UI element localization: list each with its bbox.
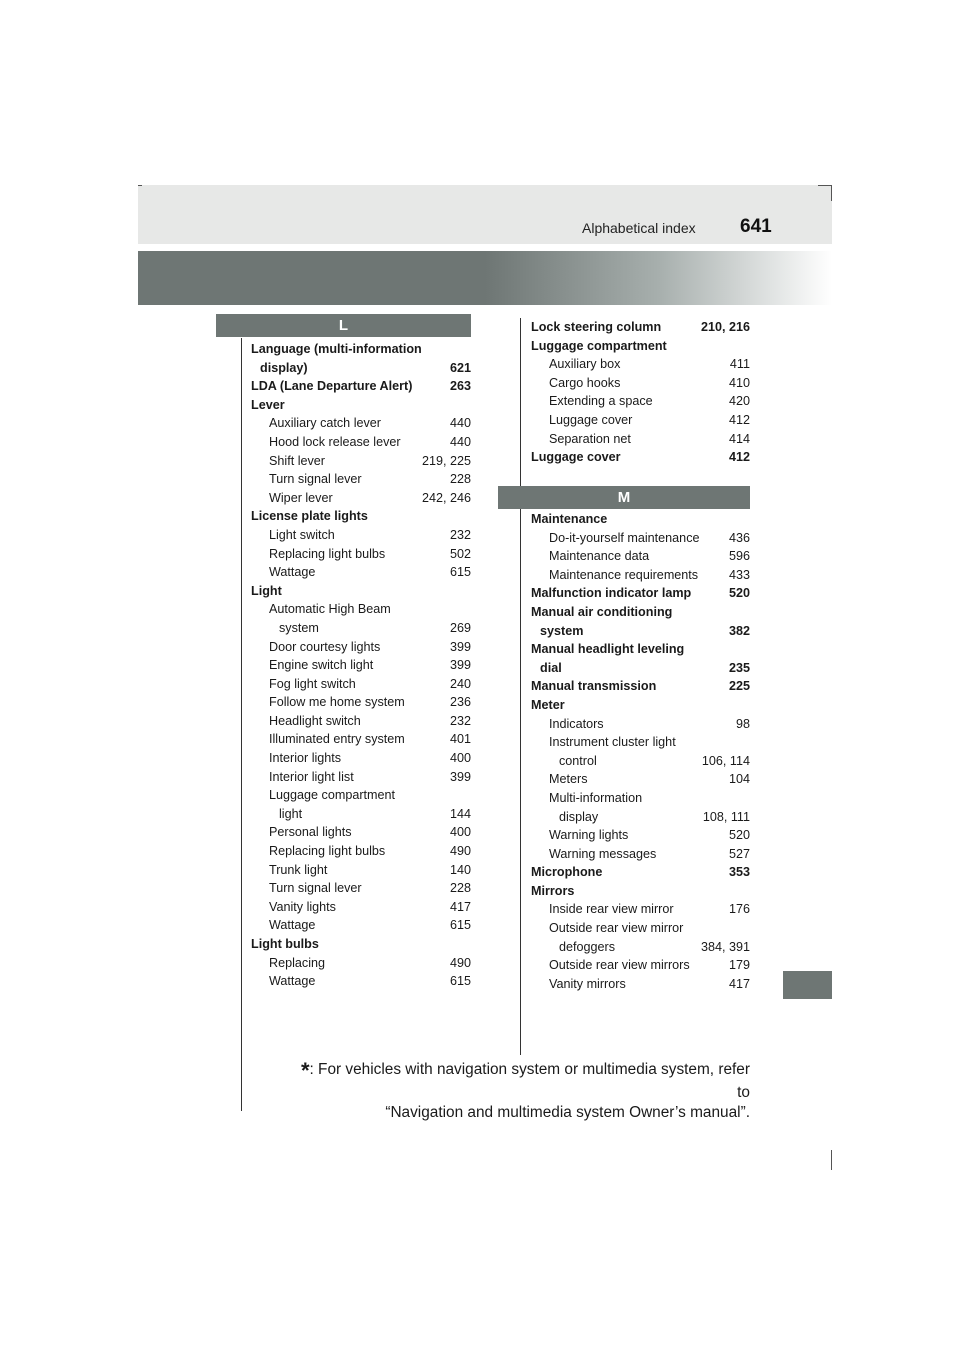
index-entry-page: 436 <box>728 529 750 548</box>
index-entry <box>251 545 471 564</box>
index-entry-page: 440 <box>449 414 471 433</box>
index-entry-label: Door courtesy lights <box>269 638 381 657</box>
index-entry <box>531 715 750 734</box>
index-entry-page: 411 <box>729 355 750 374</box>
index-entry-label: control <box>559 752 598 771</box>
index-entry-page: 225 <box>728 677 750 696</box>
footnote-line-1: : For vehicles with navigation system or multimedia system, refer to <box>309 1061 750 1101</box>
index-entry-page: 621 <box>449 359 471 378</box>
index-entry <box>251 452 471 471</box>
index-entry <box>531 938 750 957</box>
index-entry-page: 596 <box>728 547 750 566</box>
index-column-left <box>251 340 471 991</box>
section-header-m: M <box>498 486 750 509</box>
section-header-l: L <box>216 314 471 337</box>
index-entry-page: 240 <box>449 675 471 694</box>
index-entry-label: Maintenance <box>531 510 608 529</box>
index-entry-label: Turn signal lever <box>269 879 363 898</box>
index-entry-page: 490 <box>449 842 471 861</box>
index-entry-label: Warning messages <box>549 845 657 864</box>
index-entry-label: Replacing <box>269 954 326 973</box>
index-entry <box>531 975 750 994</box>
index-entry-label: Cargo hooks <box>549 374 621 393</box>
index-entry <box>251 861 471 880</box>
index-entry-label: Trunk light <box>269 861 328 880</box>
index-entry-label: Headlight switch <box>269 712 362 731</box>
index-entry-label: Auxiliary catch lever <box>269 414 382 433</box>
column-rule-middle <box>520 318 521 1055</box>
index-entry-label: Vanity mirrors <box>549 975 627 994</box>
index-entry <box>531 882 750 901</box>
index-entry-page: 228 <box>449 470 471 489</box>
index-entry-page: 400 <box>449 823 471 842</box>
index-entry-page: 417 <box>449 898 471 917</box>
index-entry-page: 502 <box>449 545 471 564</box>
index-entry <box>251 600 471 619</box>
index-entry <box>251 507 471 526</box>
index-entry-label: Warning lights <box>549 826 629 845</box>
index-entry-page: 412 <box>728 411 750 430</box>
index-entry-page: 106, 114 <box>701 752 750 771</box>
index-entry-label: Meters <box>549 770 589 789</box>
index-entry <box>531 510 750 529</box>
index-entry-page: 176 <box>728 900 750 919</box>
index-entry <box>251 433 471 452</box>
footnote-star: * <box>300 1058 310 1083</box>
footnote-line-2: “Navigation and multimedia system Owner’s manual”. <box>385 1104 750 1121</box>
index-entry <box>251 414 471 433</box>
index-entry-label: Replacing light bulbs <box>269 545 386 564</box>
index-entry <box>531 677 750 696</box>
index-entry-page: 382 <box>728 622 750 641</box>
index-entry <box>531 659 750 678</box>
index-entry-label: Hood lock release lever <box>269 433 402 452</box>
index-entry <box>531 900 750 919</box>
index-entry <box>531 337 750 356</box>
index-entry <box>251 879 471 898</box>
index-entry-label: Manual headlight leveling <box>531 640 685 659</box>
index-entry-label: Illuminated entry system <box>269 730 406 749</box>
index-entry-page: 263 <box>449 377 471 396</box>
index-entry <box>531 640 750 659</box>
index-entry-label: Instrument cluster light <box>549 733 677 752</box>
index-entry-label: Lock steering column <box>531 318 662 337</box>
index-entry-page: 269 <box>449 619 471 638</box>
index-entry <box>531 770 750 789</box>
index-entry <box>531 430 750 449</box>
index-entry-page: 353 <box>728 863 750 882</box>
index-entry-label: Luggage compartment <box>269 786 396 805</box>
index-entry <box>251 805 471 824</box>
index-entry <box>531 584 750 603</box>
index-entry-label: Luggage cover <box>549 411 633 430</box>
index-entry <box>251 935 471 954</box>
index-entry-label: display) <box>260 359 309 378</box>
index-entry <box>251 359 471 378</box>
index-entry <box>531 919 750 938</box>
index-entry-label: Maintenance data <box>549 547 650 566</box>
index-entry-page: 414 <box>728 430 750 449</box>
index-entry-page: 108, 111 <box>702 808 750 827</box>
index-entry <box>251 712 471 731</box>
index-entry-label: Wiper lever <box>269 489 334 508</box>
crop-mark <box>138 185 142 186</box>
index-entry <box>251 768 471 787</box>
index-entry-label: Microphone <box>531 863 603 882</box>
index-entry-label: Separation net <box>549 430 632 449</box>
index-entry <box>251 340 471 359</box>
index-entry-label: Turn signal lever <box>269 470 363 489</box>
index-entry <box>531 752 750 771</box>
index-entry <box>251 842 471 861</box>
index-entry-label: Manual transmission <box>531 677 657 696</box>
index-entry <box>531 355 750 374</box>
page-title: Alphabetical index <box>582 220 696 236</box>
index-entry-label: License plate lights <box>251 507 369 526</box>
index-entry <box>531 318 750 337</box>
index-entry-label: Mirrors <box>531 882 575 901</box>
index-entry-label: defoggers <box>559 938 616 957</box>
index-entry <box>531 956 750 975</box>
index-entry-label: light <box>279 805 303 824</box>
index-entry-label: Multi-information <box>549 789 643 808</box>
index-entry <box>251 489 471 508</box>
index-entry-label: LDA (Lane Departure Alert) <box>251 377 413 396</box>
index-entry-label: Light bulbs <box>251 935 320 954</box>
index-entry <box>531 448 750 467</box>
index-entry-label: system <box>540 622 584 641</box>
index-entry-page: 433 <box>728 566 750 585</box>
index-entry-page: 235 <box>728 659 750 678</box>
index-entry <box>531 808 750 827</box>
index-entry <box>251 563 471 582</box>
index-entry-label: Language (multi-information <box>251 340 423 359</box>
index-entry-label: Vanity lights <box>269 898 337 917</box>
index-entry-label: Light switch <box>269 526 336 545</box>
index-entry <box>251 730 471 749</box>
index-column-right-bottom <box>531 510 750 993</box>
index-entry-label: Engine switch light <box>269 656 374 675</box>
index-entry <box>251 396 471 415</box>
index-entry-page: 399 <box>449 768 471 787</box>
index-entry-page: 410 <box>728 374 750 393</box>
index-entry <box>251 377 471 396</box>
index-entry-page: 179 <box>728 956 750 975</box>
index-entry-page: 236 <box>449 693 471 712</box>
footnote <box>286 1058 750 1122</box>
index-entry-label: Interior light list <box>269 768 355 787</box>
index-entry <box>531 845 750 864</box>
index-entry <box>251 619 471 638</box>
index-entry-label: Wattage <box>269 916 316 935</box>
index-entry-page: 399 <box>449 638 471 657</box>
index-entry <box>251 675 471 694</box>
index-entry-label: Maintenance requirements <box>549 566 699 585</box>
index-entry-page: 615 <box>449 563 471 582</box>
index-entry-label: Auxiliary box <box>549 355 621 374</box>
index-entry-label: Extending a space <box>549 392 654 411</box>
column-rule-left <box>241 338 242 1111</box>
index-entry <box>531 529 750 548</box>
index-entry-page: 228 <box>449 879 471 898</box>
index-entry-label: system <box>279 619 320 638</box>
index-entry-page: 210, 216 <box>700 318 750 337</box>
index-entry <box>531 826 750 845</box>
index-entry <box>251 823 471 842</box>
index-entry <box>251 954 471 973</box>
index-entry <box>531 374 750 393</box>
index-entry <box>531 547 750 566</box>
index-entry-label: Wattage <box>269 563 316 582</box>
index-entry <box>531 789 750 808</box>
index-entry-page: 232 <box>449 526 471 545</box>
index-entry-label: Light <box>251 582 283 601</box>
index-entry <box>251 470 471 489</box>
index-entry-label: Inside rear view mirror <box>549 900 675 919</box>
index-entry-label: Personal lights <box>269 823 353 842</box>
index-entry <box>531 411 750 430</box>
index-entry <box>251 749 471 768</box>
index-entry-page: 412 <box>728 448 750 467</box>
index-entry-page: 144 <box>449 805 471 824</box>
header-band <box>138 185 832 244</box>
index-entry-page: 140 <box>449 861 471 880</box>
index-entry-label: Follow me home system <box>269 693 406 712</box>
index-entry-page: 242, 246 <box>421 489 471 508</box>
index-entry-page: 520 <box>728 826 750 845</box>
index-entry-label: Luggage cover <box>531 448 622 467</box>
index-entry-label: Malfunction indicator lamp <box>531 584 692 603</box>
index-entry-label: Lever <box>251 396 286 415</box>
index-entry-label: Shift lever <box>269 452 326 471</box>
index-entry-page: 490 <box>449 954 471 973</box>
index-entry-page: 615 <box>449 972 471 991</box>
index-entry-page: 232 <box>449 712 471 731</box>
index-entry <box>251 916 471 935</box>
index-entry <box>251 526 471 545</box>
index-entry <box>251 656 471 675</box>
index-entry-label: display <box>559 808 599 827</box>
index-entry-label: Fog light switch <box>269 675 357 694</box>
page-number: 641 <box>740 216 772 237</box>
index-entry <box>531 696 750 715</box>
index-entry-label: Automatic High Beam <box>269 600 392 619</box>
index-entry-label: Outside rear view mirrors <box>549 956 691 975</box>
index-entry-page: 401 <box>449 730 471 749</box>
index-entry <box>251 693 471 712</box>
section-thumb-tab <box>783 971 832 999</box>
index-entry-page: 520 <box>728 584 750 603</box>
index-entry <box>251 786 471 805</box>
decorative-band <box>138 251 832 305</box>
index-entry-page: 219, 225 <box>421 452 471 471</box>
index-entry <box>251 582 471 601</box>
index-entry <box>251 972 471 991</box>
index-entry-page: 399 <box>449 656 471 675</box>
index-entry-page: 420 <box>728 392 750 411</box>
index-entry-label: Replacing light bulbs <box>269 842 386 861</box>
index-entry-page: 440 <box>449 433 471 452</box>
index-entry <box>531 733 750 752</box>
index-entry-label: Manual air conditioning <box>531 603 673 622</box>
index-entry-page: 417 <box>728 975 750 994</box>
index-entry-label: Luggage compartment <box>531 337 668 356</box>
index-column-right-top <box>531 318 750 467</box>
index-entry <box>531 863 750 882</box>
crop-mark <box>831 185 832 201</box>
index-entry <box>251 898 471 917</box>
index-entry-label: Indicators <box>549 715 605 734</box>
index-entry-page: 98 <box>735 715 750 734</box>
index-entry-label: dial <box>540 659 563 678</box>
index-entry-label: Wattage <box>269 972 316 991</box>
index-entry <box>531 392 750 411</box>
index-entry-label: Meter <box>531 696 566 715</box>
index-entry-page: 400 <box>449 749 471 768</box>
crop-mark <box>831 1150 832 1170</box>
index-entry-page: 615 <box>449 916 471 935</box>
index-entry-label: Interior lights <box>269 749 342 768</box>
index-entry <box>531 566 750 585</box>
index-entry <box>251 638 471 657</box>
crop-mark <box>818 185 832 186</box>
index-entry-label: Do-it-yourself maintenance <box>549 529 701 548</box>
index-entry-label: Outside rear view mirror <box>549 919 684 938</box>
index-entry-page: 527 <box>728 845 750 864</box>
index-entry <box>531 622 750 641</box>
index-entry-page: 104 <box>728 770 750 789</box>
index-entry <box>531 603 750 622</box>
index-entry-page: 384, 391 <box>700 938 750 957</box>
